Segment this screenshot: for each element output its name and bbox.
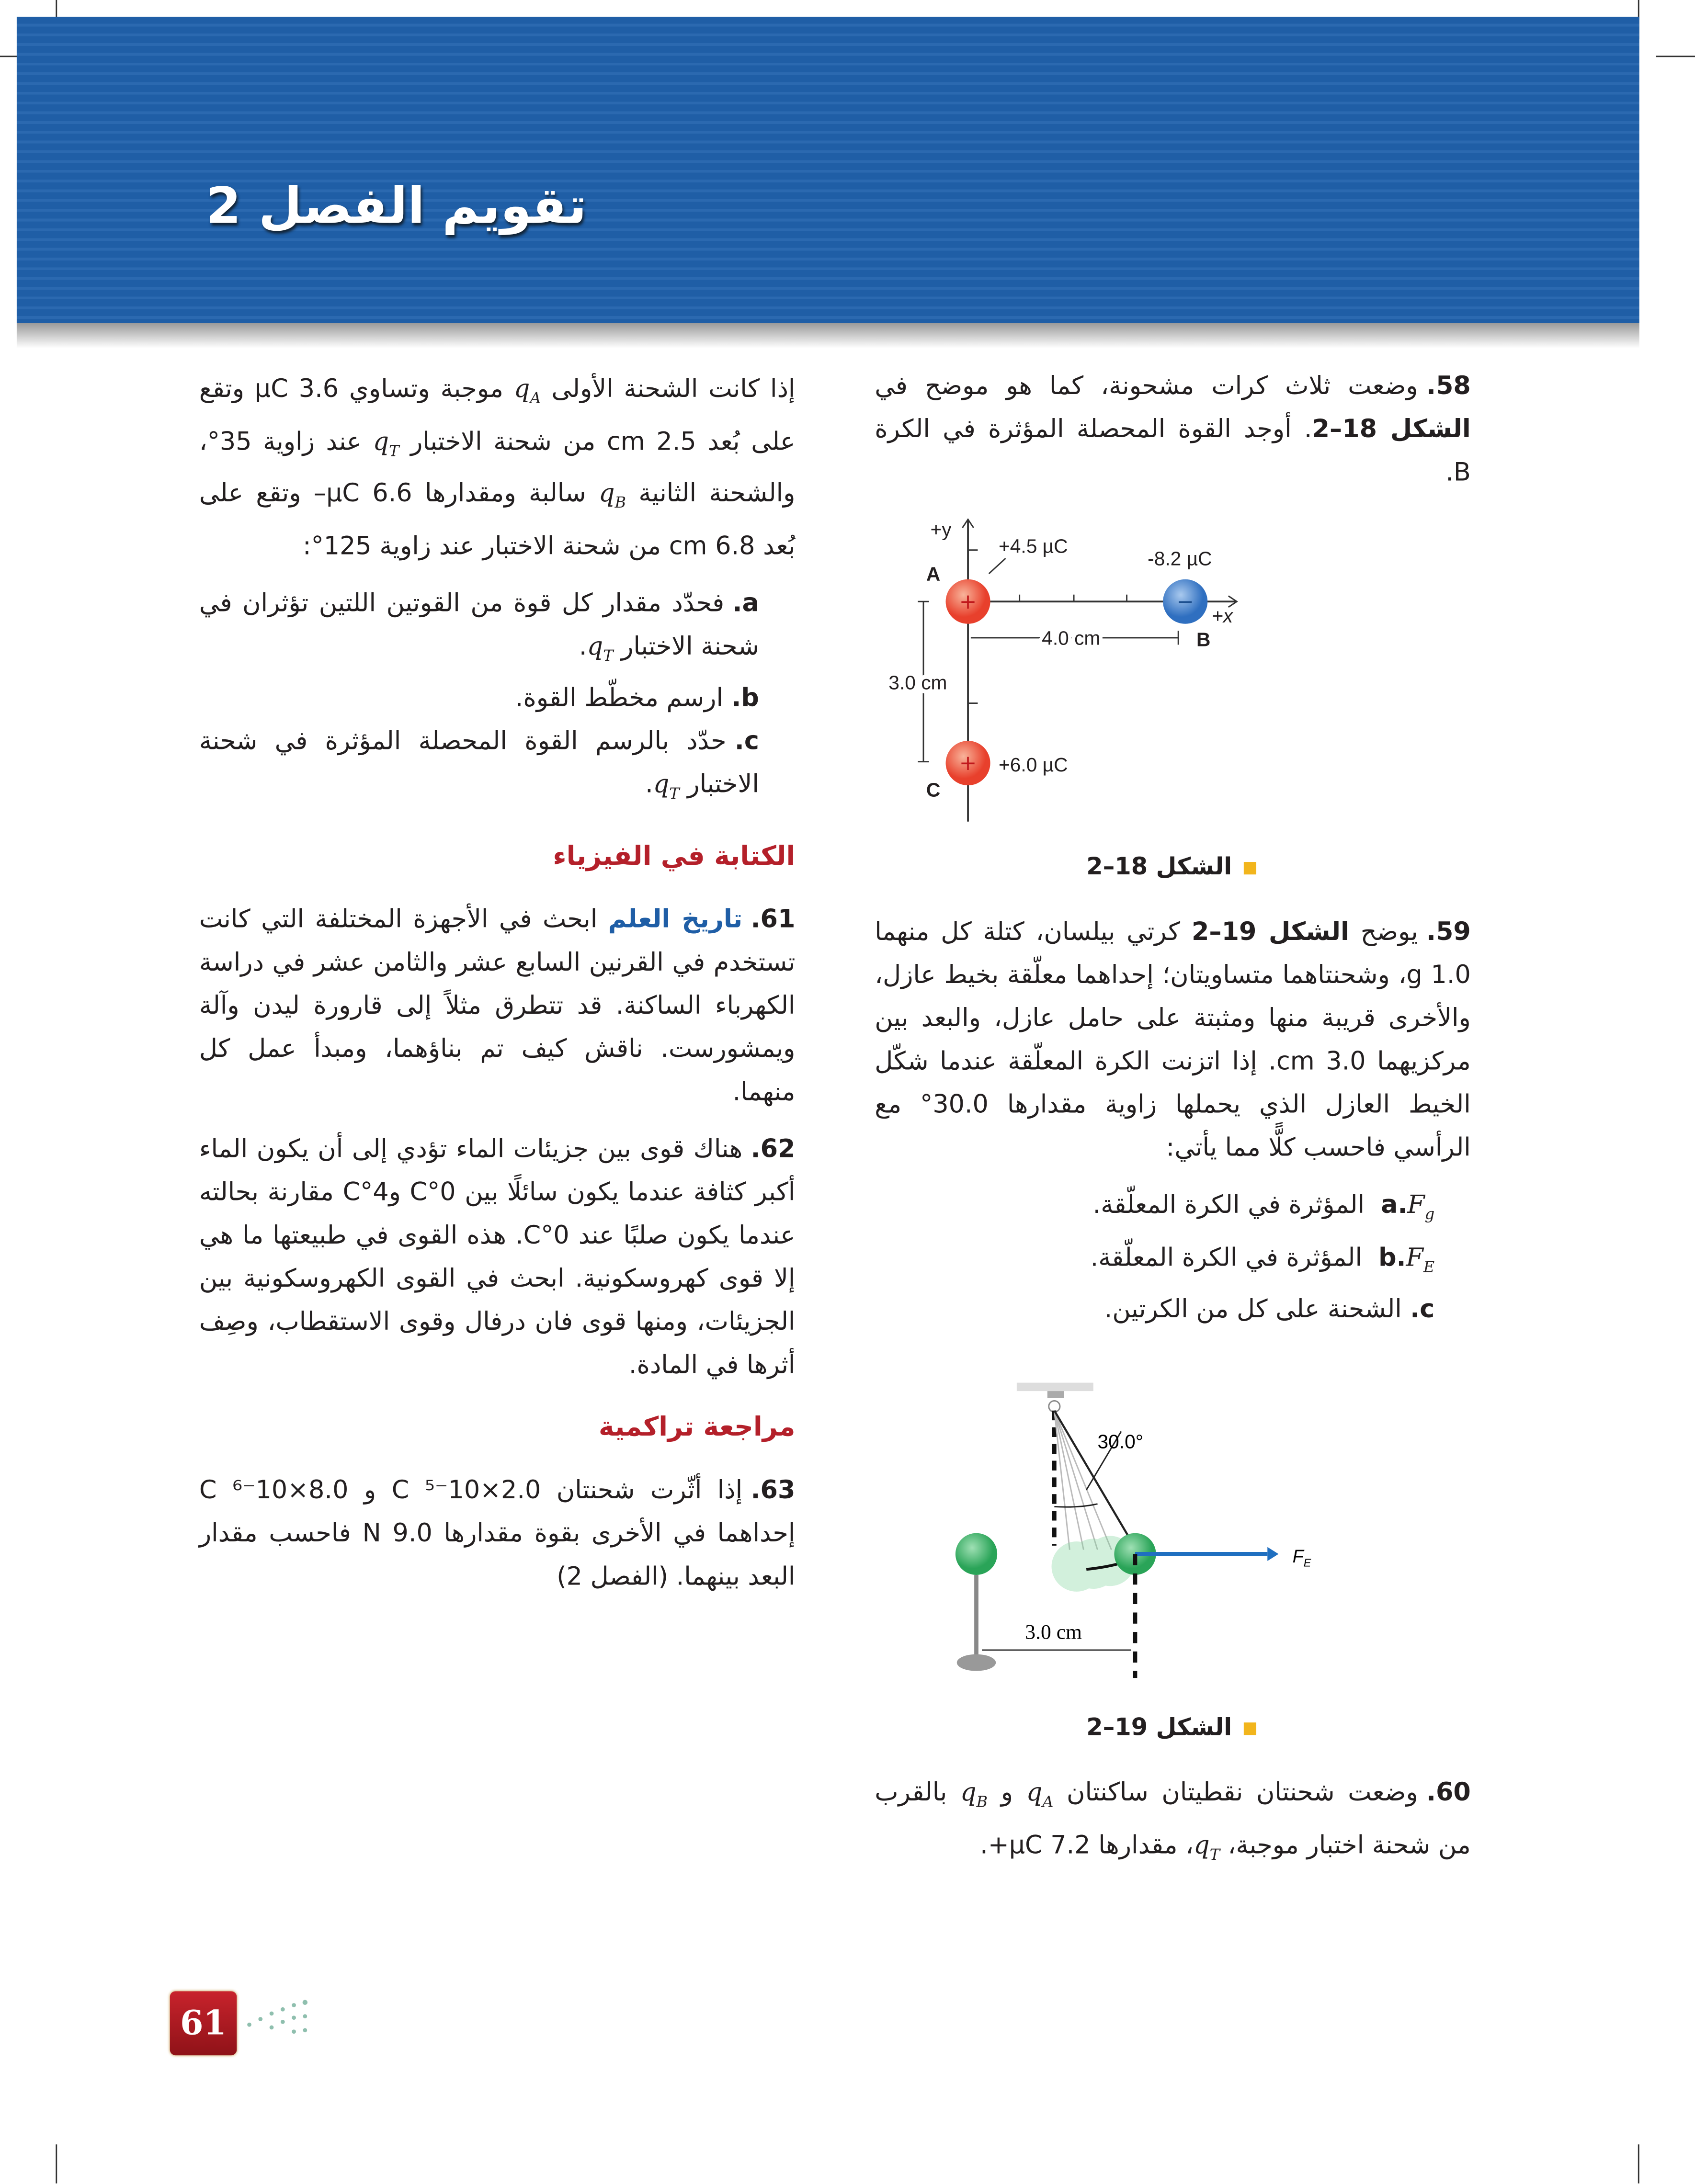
figure-18-caption (1086, 854, 1255, 882)
math-variable: $q_T$ (653, 770, 680, 803)
angle-label: 30.0° (1097, 1430, 1144, 1453)
question-text (199, 374, 796, 561)
figure-19-caption (1086, 1714, 1255, 1742)
math-variable: $q_T$ (1194, 1830, 1220, 1864)
sub-question-letter: a. (732, 588, 759, 618)
math-variable: $F_g$ (1407, 1190, 1435, 1223)
y-axis-label: +y (930, 518, 952, 541)
question-63 (199, 1469, 796, 1598)
right-column-q59 (875, 911, 1471, 1332)
crop-mark (1638, 2144, 1639, 2183)
text-segment: ، مقدارها 7.2 µC+. (980, 1830, 1194, 1860)
section-heading-writing-in-physics: الكتابة في الفيزياء (553, 841, 796, 872)
force-label: $F_E$ (1292, 1546, 1311, 1569)
math-variable: $q_B$ (598, 479, 626, 512)
text-segment: بالقرب من شحنة اختبار موجبة، (875, 1778, 1471, 1860)
question-number: 62. (751, 1134, 796, 1164)
question-text (875, 372, 1471, 487)
right-column-q60 (875, 1771, 1471, 1890)
text-segment: فحدّد مقدار كل قوة من القوتين اللتين تؤثران في شحنة الاختبار (199, 588, 759, 661)
question-58 (875, 365, 1471, 494)
topic-label: تاريخ العلم (608, 905, 743, 935)
question-number: 58. (1426, 372, 1471, 401)
question-text (199, 1476, 796, 1591)
stand-base (957, 1654, 996, 1671)
text-segment: ابحث في الأجهزة المختلفة التي كانت تستخدم في القرنين السابع عشر والثامن عشر في دراسة الكهرباء الساكنة. قد تتطرق مثلاً إلى قارورة ليدن وآلة ويمشورست. ناقش كيف تم بناؤهما، ومبدأ عمل كل منهما. (199, 905, 796, 1107)
text-segment: إذا أثّرت شحنتان 2.0×10⁻⁵ C و 8.0×10⁻⁶ C إحداهما في الأخرى بقوة مقدارها 9.0 N فاحسب مقدار البعد بينهما. (الفصل 2) (199, 1476, 796, 1592)
text-segment: و (988, 1778, 1026, 1808)
figure-19-diagram (919, 1371, 1337, 1692)
text-segment: موجبة وتساوي 3.6 µC وتقع على بُعد 2.5 cm من شحنة الاختبار (199, 374, 796, 456)
math-variable: $q_B$ (960, 1778, 988, 1811)
header-shadow (17, 323, 1639, 348)
left-column (199, 368, 796, 1613)
text-segment: وضعت ثلاث كرات مشحونة، كما هو موضح في (875, 372, 1418, 401)
chapter-title: تقويم الفصل 2 (206, 178, 587, 236)
sub-question (875, 1184, 1471, 1236)
svg-text:+: + (959, 589, 977, 614)
sub-question (199, 582, 796, 677)
fixed-sphere (956, 1533, 997, 1575)
question-text (199, 1135, 796, 1380)
text-segment: . (645, 770, 653, 800)
math-variable: $q_T$ (587, 632, 614, 665)
label-a: A (926, 563, 941, 585)
sub-question-letter: b. (1378, 1243, 1406, 1272)
question-61 (199, 898, 796, 1114)
question-text (199, 905, 796, 1107)
math-variable: $q_A$ (513, 374, 541, 407)
text-segment: وضعت شحنتان نقطيتان ساكنتان (1053, 1778, 1418, 1808)
sub-question (199, 677, 796, 720)
charge-b-value: -8.2 µC (1148, 547, 1212, 570)
text-segment: هناك قوى بين جزيئات الماء تؤدي إلى أن يكون الماء أكبر كثافة عندما يكون سائلًا بين 0°C و4°C مقارنة بحالته عندما يكون صلبًا عند 0°C. هذه القوى في طبيعتها ما هي إلا قوى كهروسكونية. ابحث في القوى الكهروسكونية بين الجزيئات، ومنها قوى فان درفال وقوى الاستقطاب، وصِف أثرها في المادة. (199, 1134, 796, 1380)
caption-bullet (1243, 862, 1255, 874)
text-segment: يوضح (1349, 917, 1418, 947)
label-b: B (1196, 628, 1211, 651)
question-59 (875, 911, 1471, 1170)
text-segment: . أوجد القوة المحصلة المؤثرة في الكرة B. (875, 415, 1471, 487)
section-heading-cumulative-review: مراجعة تراكمية (598, 1412, 796, 1443)
math-variable: $F_E$ (1406, 1243, 1435, 1276)
text-segment: الشحنة على كل من الكرتين. (1104, 1295, 1402, 1325)
sub-question (199, 721, 796, 816)
question-62 (199, 1128, 796, 1387)
distance-label: 3.0 cm (1025, 1620, 1082, 1644)
question-text (875, 917, 1471, 1163)
question-number: 60. (1426, 1778, 1471, 1808)
distance-ac: 3.0 cm (888, 671, 947, 694)
question-number: 63. (751, 1476, 796, 1505)
text-segment: . (579, 632, 587, 661)
caption-bullet (1243, 1722, 1255, 1735)
svg-text:−: − (1176, 589, 1194, 614)
sub-question (875, 1288, 1471, 1331)
charge-a-value: +4.5 µC (999, 535, 1068, 557)
charge-c-value: +6.0 µC (999, 754, 1068, 776)
crop-mark (56, 2144, 57, 2183)
crop-mark (1656, 56, 1695, 57)
text-segment: سالبة ومقدارها 6.6 µC– وتقع على بُعد 6.8 cm من شحنة الاختبار عند زاوية 125°: (199, 479, 796, 561)
text-segment: كرتي بيلسان، كتلة كل منهما 1.0 g، وشحنتاهما متساويتان؛ إحداهما معلّقة بخيط عازل، والأخرى قريبة منها ومثبتة على حامل عازل، والبعد بين مركزيهما 3.0 cm. إذا اتزنت الكرة المعلّقة عندما شكّل الخيط العازل الذي يحملها زاوية مقدارها 30.0° مع الرأسي فاحسب كلًّا مما يأتي: (875, 917, 1471, 1163)
math-variable: $q_T$ (373, 427, 399, 460)
question-60 (875, 1771, 1471, 1876)
caption-text: الشكل 18–2 (1086, 853, 1232, 882)
svg-text:+: + (959, 751, 977, 776)
question-number: 59. (1426, 917, 1471, 947)
math-variable: $q_A$ (1026, 1778, 1054, 1811)
figure-reference: الشكل 19–2 (1191, 917, 1349, 947)
label-c: C (926, 779, 941, 801)
sub-question (875, 1236, 1471, 1288)
question-text (875, 1778, 1471, 1864)
text-segment: حدّد بالرسم القوة المحصلة المؤثرة في شحنة الاختبار (199, 727, 759, 800)
text-segment: ارسم مخطّط القوة. (515, 684, 724, 713)
distance-ab: 4.0 cm (1042, 627, 1101, 649)
sub-question-letter: a. (1381, 1190, 1408, 1220)
chapter-header-banner (17, 17, 1639, 323)
caption-text: الشكل 19–2 (1086, 1714, 1232, 1742)
figure-reference: الشكل 18–2 (1312, 415, 1471, 444)
text-segment: المؤثرة في الكرة المعلّقة. (1092, 1190, 1373, 1220)
sub-question-letter: c. (1410, 1295, 1435, 1325)
ministry-logo-dots-icon (244, 1994, 313, 2036)
page-number: 61 (170, 1991, 237, 2055)
x-axis-label: +x (1211, 604, 1233, 627)
question-number: 61. (751, 905, 796, 935)
right-column (875, 365, 1471, 509)
sub-question-letter: c. (734, 727, 759, 757)
text-segment: إذا كانت الشحنة الأولى (541, 374, 796, 404)
figure-18-diagram (864, 508, 1281, 835)
text-segment: المؤثرة في الكرة المعلّقة. (1090, 1243, 1370, 1272)
question-60-continued (199, 368, 796, 568)
text-segment: عند زاوية 35°، والشحنة الثانية (199, 427, 796, 509)
sub-question-letter: b. (731, 684, 759, 713)
